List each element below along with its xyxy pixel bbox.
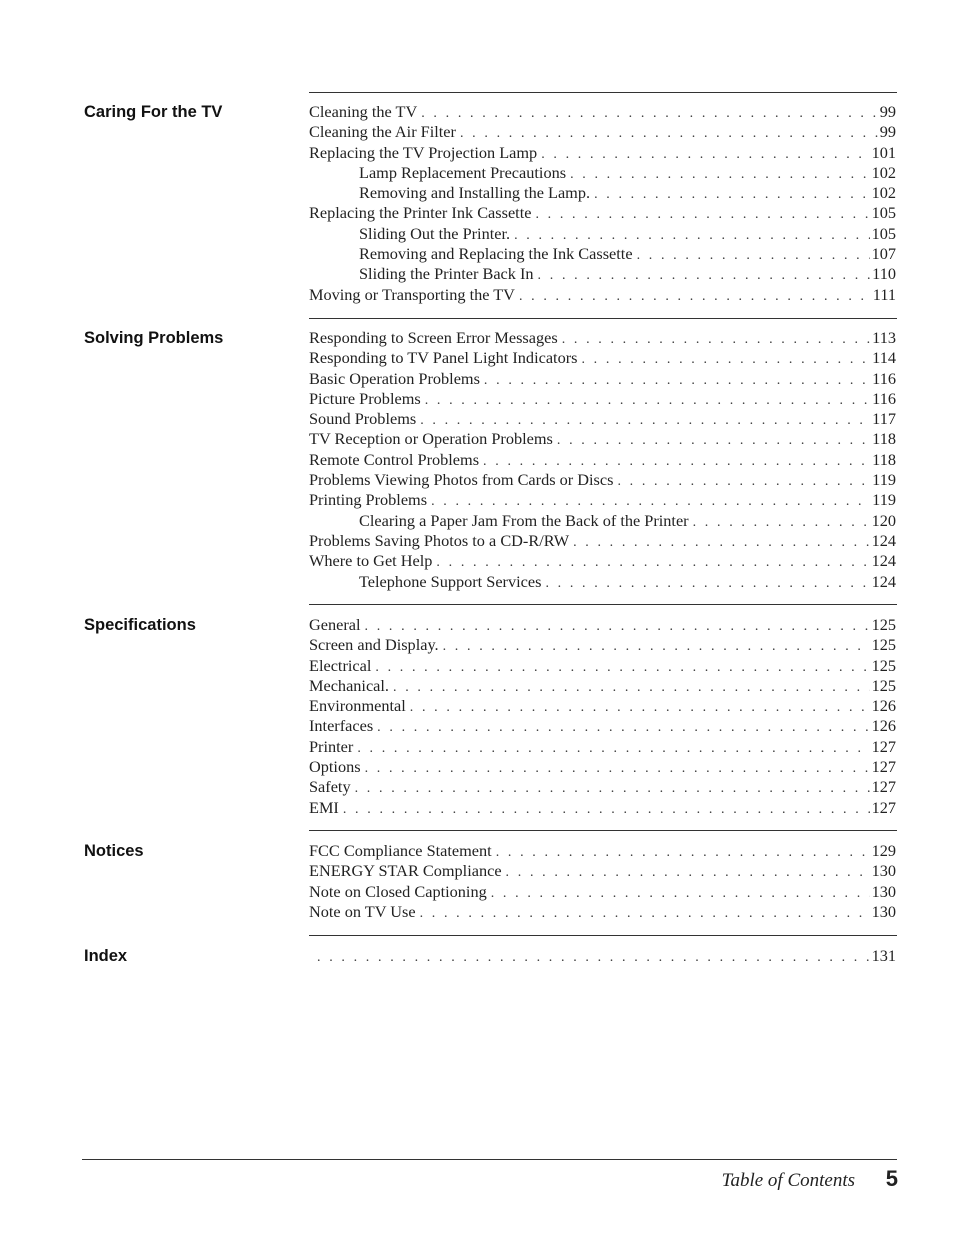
toc-entry-page: 125 xyxy=(871,655,896,675)
toc-entry[interactable] xyxy=(309,264,896,284)
toc-entry[interactable] xyxy=(309,676,896,696)
toc-entry-label: Clearing a Paper Jam From the Back of the Printer xyxy=(359,510,689,530)
section-entries-index xyxy=(313,946,896,966)
toc-entry-page: 127 xyxy=(871,757,896,777)
dot-leader xyxy=(393,678,870,698)
toc-entry-label: Moving or Transporting the TV xyxy=(309,284,515,304)
toc-entry[interactable] xyxy=(309,777,896,797)
section-entries-solving xyxy=(309,328,896,592)
toc-entry-label: EMI xyxy=(309,797,339,817)
toc-entry-page: 105 xyxy=(871,223,896,243)
section-title-caring: Caring For the TV xyxy=(84,103,223,121)
toc-entry-page: 114 xyxy=(872,348,896,368)
toc-entry[interactable] xyxy=(309,531,896,551)
toc-entry-label: Mechanical. xyxy=(309,675,390,695)
dot-leader xyxy=(365,617,870,637)
toc-entry-label: Picture Problems xyxy=(309,388,421,408)
footer-label: Table of Contents xyxy=(721,1170,855,1191)
dot-leader xyxy=(557,431,870,451)
toc-entry[interactable] xyxy=(309,696,896,716)
toc-entry[interactable] xyxy=(313,946,896,966)
toc-entry[interactable] xyxy=(309,143,896,163)
toc-entry-label: General xyxy=(309,615,361,634)
dot-leader xyxy=(484,371,870,391)
toc-entry[interactable] xyxy=(309,389,896,409)
toc-entry-label: Cleaning the Air Filter xyxy=(309,122,456,142)
dot-leader xyxy=(562,330,870,350)
dot-leader xyxy=(375,658,869,678)
toc-entry-page: 125 xyxy=(871,635,896,655)
toc-entry-page: 127 xyxy=(871,736,896,756)
toc-entry[interactable] xyxy=(309,450,896,470)
toc-entry-label: Removing and Installing the Lamp. xyxy=(359,183,591,203)
toc-entry-label: Note on Closed Captioning xyxy=(309,881,487,901)
dot-leader xyxy=(355,779,870,799)
toc-entry[interactable] xyxy=(309,348,896,368)
toc-entry-label: Screen and Display. xyxy=(309,635,439,655)
toc-entry-label: Remote Control Problems xyxy=(309,449,480,469)
toc-entry-label: Sliding Out the Printer. xyxy=(359,223,511,243)
toc-entry-label: Removing and Replacing the Ink Cassette xyxy=(359,244,633,264)
toc-entry[interactable] xyxy=(309,470,896,490)
dot-leader xyxy=(365,759,870,779)
toc-entry[interactable] xyxy=(309,244,896,264)
toc-entry[interactable] xyxy=(309,183,896,203)
dot-leader xyxy=(377,718,869,738)
toc-entry-page: 124 xyxy=(871,571,896,591)
toc-entry-page: 124 xyxy=(871,530,896,550)
dot-leader xyxy=(617,472,870,492)
toc-entry-page: 107 xyxy=(871,244,896,264)
section-title-specifications: Specifications xyxy=(84,616,196,634)
toc-entry-label: Cleaning the TV xyxy=(309,102,418,121)
toc-entry-page: 130 xyxy=(871,881,896,901)
dot-leader xyxy=(443,637,870,657)
dot-leader xyxy=(425,391,870,411)
toc-entry-label: Environmental xyxy=(309,696,406,716)
toc-entry[interactable] xyxy=(309,757,896,777)
toc-entry-page: 126 xyxy=(871,716,896,736)
toc-entry-label: Problems Saving Photos to a CD-R/RW xyxy=(309,530,570,550)
section-divider xyxy=(309,92,897,93)
toc-entry-page: 125 xyxy=(871,675,896,695)
dot-leader xyxy=(317,948,870,968)
dot-leader xyxy=(514,226,870,246)
dot-leader xyxy=(343,800,870,820)
toc-entry[interactable] xyxy=(309,102,896,122)
toc-entry[interactable] xyxy=(309,369,896,389)
toc-entry-page: 111 xyxy=(872,284,896,304)
toc-entry-label: Responding to Screen Error Messages xyxy=(309,328,558,347)
toc-entry-page: 102 xyxy=(871,162,896,182)
dot-leader xyxy=(519,287,871,307)
toc-entry-label: Interfaces xyxy=(309,716,374,736)
page-number: 5 xyxy=(885,1166,898,1191)
toc-entry-label: Safety xyxy=(309,777,351,797)
dot-leader xyxy=(460,124,878,144)
dot-leader xyxy=(421,104,877,124)
section-divider xyxy=(309,935,897,936)
dot-leader xyxy=(420,904,870,924)
dot-leader xyxy=(420,411,870,431)
toc-entry[interactable] xyxy=(309,511,896,531)
toc-entry-page: 102 xyxy=(871,183,896,203)
dot-leader xyxy=(538,266,871,286)
toc-entry[interactable] xyxy=(309,409,896,429)
toc-entry[interactable] xyxy=(309,615,896,635)
toc-entry[interactable] xyxy=(309,861,896,881)
toc-entry-page: 130 xyxy=(871,901,896,921)
toc-entry-page: 131 xyxy=(871,946,896,965)
toc-entry[interactable] xyxy=(309,551,896,571)
section-entries-specifications xyxy=(309,615,896,818)
toc-entry-page: 127 xyxy=(871,777,896,797)
toc-entry-label: Printing Problems xyxy=(309,490,428,510)
toc-entry-page: 99 xyxy=(879,122,896,142)
dot-leader xyxy=(357,739,869,759)
dot-leader xyxy=(506,863,870,883)
toc-entry[interactable] xyxy=(309,902,896,922)
section-entries-caring xyxy=(309,102,896,305)
toc-entry-page: 118 xyxy=(872,429,896,449)
toc-entry-page: 124 xyxy=(871,551,896,571)
toc-entry[interactable] xyxy=(309,203,896,223)
toc-entry-label: Note on TV Use xyxy=(309,901,416,921)
toc-entry[interactable] xyxy=(309,656,896,676)
toc-entry-label: Problems Viewing Photos from Cards or Discs xyxy=(309,470,614,490)
toc-entry-label: Basic Operation Problems xyxy=(309,368,480,388)
section-divider xyxy=(309,604,897,605)
toc-entry-label: TV Reception or Operation Problems xyxy=(309,429,553,449)
dot-leader xyxy=(410,698,870,718)
toc-entry-page: 116 xyxy=(872,368,896,388)
toc-entry-label: Lamp Replacement Precautions xyxy=(359,162,567,182)
toc-entry[interactable] xyxy=(309,429,896,449)
toc-entry-label: Replacing the TV Projection Lamp xyxy=(309,142,538,162)
dot-leader xyxy=(637,246,870,266)
dot-leader xyxy=(581,350,870,370)
dot-leader xyxy=(431,492,870,512)
footer-divider xyxy=(82,1159,897,1160)
dot-leader xyxy=(535,205,869,225)
section-divider xyxy=(309,830,897,831)
toc-entry-label: FCC Compliance Statement xyxy=(309,841,492,860)
toc-entry-label: Sound Problems xyxy=(309,409,417,429)
toc-entry-page: 116 xyxy=(872,388,896,408)
dot-leader xyxy=(570,165,870,185)
toc-entry-label: Printer xyxy=(309,736,354,756)
section-divider xyxy=(309,318,897,319)
toc-entry[interactable] xyxy=(309,285,896,305)
toc-entry[interactable] xyxy=(309,490,896,510)
section-title-solving: Solving Problems xyxy=(84,329,224,347)
dot-leader xyxy=(545,574,869,594)
toc-entry[interactable] xyxy=(309,122,896,142)
dot-leader xyxy=(496,843,870,863)
toc-entry[interactable] xyxy=(309,163,896,183)
toc-entry-label: Where to Get Help xyxy=(309,551,433,571)
toc-entry-page: 99 xyxy=(879,102,896,121)
dot-leader xyxy=(573,533,870,553)
dot-leader xyxy=(483,452,870,472)
toc-entry[interactable] xyxy=(309,882,896,902)
toc-entry-page: 129 xyxy=(871,841,896,860)
dot-leader xyxy=(693,513,870,533)
toc-entry-label: ENERGY STAR Compliance xyxy=(309,861,502,881)
section-entries-notices xyxy=(309,841,896,922)
toc-entry[interactable] xyxy=(309,635,896,655)
toc-entry[interactable] xyxy=(309,716,896,736)
dot-leader xyxy=(594,185,870,205)
toc-entry-page: 125 xyxy=(871,615,896,634)
toc-entry-page: 101 xyxy=(871,142,896,162)
toc-entry-label: Telephone Support Services xyxy=(359,571,542,591)
toc-entry-label: Responding to TV Panel Light Indicators xyxy=(309,348,578,368)
toc-entry[interactable] xyxy=(309,737,896,757)
toc-entry[interactable] xyxy=(309,224,896,244)
toc-entry-label: Sliding the Printer Back In xyxy=(359,264,534,284)
toc-entry-label: Options xyxy=(309,757,361,777)
section-title-index: Index xyxy=(84,947,128,965)
toc-entry[interactable] xyxy=(309,572,896,592)
toc-entry[interactable] xyxy=(309,841,896,861)
toc-entry-page: 105 xyxy=(871,203,896,223)
toc-entry-page: 119 xyxy=(872,490,896,510)
toc-entry[interactable] xyxy=(309,328,896,348)
dot-leader xyxy=(436,553,869,573)
toc-entry-page: 113 xyxy=(872,328,896,347)
toc-entry[interactable] xyxy=(309,798,896,818)
toc-entry-page: 120 xyxy=(871,510,896,530)
dot-leader xyxy=(541,145,869,165)
toc-entry-label: Replacing the Printer Ink Cassette xyxy=(309,203,532,223)
dot-leader xyxy=(491,884,870,904)
toc-entry-page: 127 xyxy=(871,797,896,817)
toc-entry-page: 110 xyxy=(872,264,896,284)
section-title-notices: Notices xyxy=(84,842,144,860)
toc-entry-page: 126 xyxy=(871,696,896,716)
toc-entry-page: 118 xyxy=(872,449,896,469)
toc-entry-page: 119 xyxy=(872,470,896,490)
toc-entry-label: Electrical xyxy=(309,655,372,675)
toc-entry-page: 117 xyxy=(872,409,896,429)
toc-entry-page: 130 xyxy=(871,861,896,881)
